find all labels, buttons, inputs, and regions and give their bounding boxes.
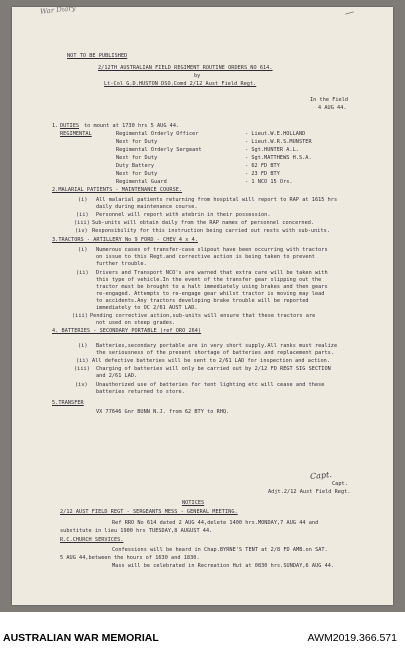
war-diary-handwriting: War Diary <box>39 4 76 16</box>
item-text: batteries returned to store. <box>96 389 185 395</box>
item-text: All defective batteries will be sent to 2/61 LAD for inspection and action. <box>92 358 330 364</box>
section-1-number: 1. <box>52 123 59 129</box>
duty-name: - 1 NCO 15 Ors. <box>245 179 293 185</box>
item-number: (iv) <box>75 228 88 234</box>
item-text: re-engaged. Attempts to re-engage gear whilst tractor is moving may lead <box>96 291 325 297</box>
notice-1-text: Ref RRO No 614 dated 2 AUG 44,delete 1400 hrs.MONDAY,7 AUG 44 and <box>112 520 319 526</box>
item-text: further trouble. <box>96 261 147 267</box>
item-text: to accidents.Any tractors developing brake trouble will be reported <box>96 298 309 304</box>
duty-role: Regimental Guard <box>116 179 167 185</box>
notice-1-title: 2/12 AUST FIELD REGT - SERGEANTS MESS - GENERAL MEETING. <box>60 509 238 515</box>
notice-2-title: R.C.CHURCH SERVICES. <box>60 537 124 543</box>
section-1-title: DUTIES <box>60 123 80 129</box>
duty-role: Next for Duty <box>116 155 158 161</box>
item-text: daily during maintenance course. <box>96 204 198 210</box>
duty-name: - Lieut.W.R.S.MUNSTER <box>245 139 312 145</box>
item-text: not used on steep grades. <box>96 320 176 326</box>
footer-bar <box>0 612 405 653</box>
item-number: (i) <box>78 247 88 253</box>
item-number: (i) <box>78 197 88 203</box>
document-page <box>12 4 393 605</box>
item-text: Batteries,secondary portable are in very short supply.All ranks must realize <box>96 343 338 349</box>
item-text: the seriousness of the present shortage of batteries and replacement parts. <box>96 350 334 356</box>
duty-role: Next for Duty <box>116 139 158 145</box>
item-number: (iii) <box>74 220 90 226</box>
item-text: Sub-units will obtain daily from the RAP names of personnel concerned. <box>92 220 315 226</box>
item-number: (ii) <box>76 270 89 276</box>
duty-name: - Sgt.MATTHEWS H.S.A. <box>245 155 312 161</box>
item-number: (ii) <box>76 358 89 364</box>
duty-name: - 62 FD BTY <box>245 163 280 169</box>
notice-2-text: Mass will be celebrated in Recreation Hut at 0830 hrs.SUNDAY,6 AUG 44. <box>112 563 335 569</box>
item-number: (iv) <box>75 382 88 388</box>
not-published-heading: NOT TO BE PUBLISHED <box>67 53 128 59</box>
section-4-heading: 4. BATTERIES - SECONDARY PORTABLE (ref ORO 264) <box>52 328 202 334</box>
signature-rank: Capt. <box>332 481 348 487</box>
item-number: (i) <box>78 343 88 349</box>
duty-name: - Lieut.W.E.HOLLAND <box>245 131 306 137</box>
item-text: Unauthorized use of batteries for tent lighting etc will cease and these <box>96 382 325 388</box>
item-text: Drivers and Transport NCO's are warned that extra care will be taken with <box>96 270 328 276</box>
duty-role: Next for Duty <box>116 171 158 177</box>
notice-2-text: 5 AUG 44,between the hours of 1630 and 1830. <box>60 555 200 561</box>
item-number: (iii) <box>74 366 90 372</box>
item-text: Pending corrective action,sub-units will ensure that these tractors are <box>90 313 316 319</box>
duty-name: - Sgt.HUNTER A.L. <box>245 147 299 153</box>
section-5-heading: 5.TRANSFER <box>52 400 84 406</box>
transfer-text: VX 77646 Gnr BUNN N.J. from 62 BTY to RHQ. <box>96 409 230 415</box>
item-text: Responsibility for this instruction being carried out rests with sub-units. <box>92 228 330 234</box>
duty-role: Regimental Orderly Sergeant <box>116 147 202 153</box>
signature-scrawl: Capt. <box>309 469 333 482</box>
item-number: (iii) <box>72 313 88 319</box>
pen-mark-icon: ⁄ <box>345 9 353 19</box>
document-title: 2/12TH AUSTRALIAN FIELD REGIMENT ROUTINE ORDERS NO 614. <box>98 65 273 71</box>
commander-line: Lt-Col G.D.HUSTON DSO.Comd 2/12 Aust Field Regt. <box>104 81 257 87</box>
item-text: Charging of batteries will only be carried out by 2/12 FD REGT SIG SECTION <box>96 366 331 372</box>
duty-role: Regimental Orderly Officer <box>116 131 199 137</box>
notice-2-text: Confessions will be heard in Chap.BYRNE'S TENT at 2/8 FD AMB.on SAT. <box>112 547 328 553</box>
footer-accession-number: AWM2019.366.571 <box>307 632 397 644</box>
item-text: and 2/61 LAD. <box>96 373 138 379</box>
place-text: In the Field <box>310 97 349 103</box>
section-2-heading: 2.MALARIAL PATIENTS - MAINTENANCE COURSE. <box>52 187 183 193</box>
duty-name: - 23 FD BTY <box>245 171 280 177</box>
item-text: this type of vehicle.In the event of the transfer gear slipping out the <box>96 277 322 283</box>
section-1-intro: to mount at 1730 hrs 5 AUG 44. <box>84 123 180 129</box>
notices-heading: NOTICES <box>182 500 205 506</box>
section-3-heading: 3.TRACTORS - ARTILLERY No 9 FORD - CHEV 4 x 4. <box>52 237 198 243</box>
duty-role: Duty Battery <box>116 163 155 169</box>
item-text: Personnel will report with atebrin in their possession. <box>96 212 271 218</box>
by-text: by <box>194 73 201 79</box>
notice-1-text: substitute in lieu 1900 hrs TUESDAY,8 AUGUST 44. <box>60 528 213 534</box>
item-text: tractor must be brought to a halt immediately using brakes and then gears <box>96 284 328 290</box>
item-text: Numerous cases of transfer-case slipout have been occurring with tractors <box>96 247 328 253</box>
item-text: on issue to this Regt.and corrective action is being taken to prevent <box>96 254 315 260</box>
item-text: All malarial patients returning from hospital will report to RAP at 1615 hrs <box>96 197 338 203</box>
item-text: immediately to OC 2/61 AUST LAD. <box>96 305 198 311</box>
item-number: (ii) <box>76 212 89 218</box>
date-text: 4 AUG 44. <box>318 105 347 111</box>
footer-institution: AUSTRALIAN WAR MEMORIAL <box>3 632 159 644</box>
section-1-subtitle: REGIMENTAL <box>60 131 92 137</box>
signature-title: Adjt.2/12 Aust Field Regt. <box>268 489 351 495</box>
